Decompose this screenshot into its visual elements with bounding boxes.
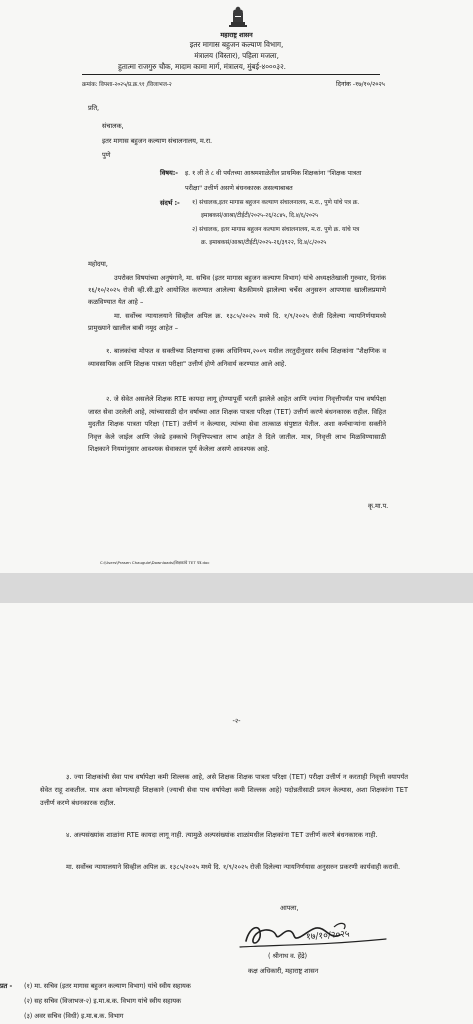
- kripaya-mage-pahave: कृ.मा.प.: [368, 502, 389, 510]
- reference-2-line-2: क्र. इमाबकसं/आश्रा/टीईटी/२०२५-२६/३९२२, दि.४/८/२०२५: [201, 239, 327, 246]
- reference-1-line-1: १) संचालक,इतर मागास बहुजन कल्याण संचालनालय, म.रा., पुणे यांचे पत्र क्र.: [192, 199, 360, 206]
- references-label: संदर्भ :-: [160, 199, 180, 207]
- signer-name: ( श्रीनाथ व. हेंद्रे): [268, 952, 307, 960]
- paragraph-2: मा. सर्वोच्च न्यायालयाने सिव्हील अपिल क्र. १३८५/२०२५ मध्ये दि. १/९/२०२५ रोजी दिलेल्या न्यायनिर्णयामध्ये प्रामुख्याने खालील बाबी नमूद आहेत –: [88, 312, 386, 332]
- subject-line-2: परीक्षा" उत्तीर्ण असणे बंधनकारक असल्याबाबत: [185, 184, 293, 192]
- copy-1: (१) मा. सचिव (इतर मागास बहुजन कल्याण विभाग) यांचे स्वीय सहायक: [24, 982, 191, 990]
- copy-2: (२) सह सचिव (विजाभज-२) इ.मा.ब.क. विभाग यांचे स्वीय सहायक: [24, 997, 181, 1005]
- recipient-line-2: इतर मागास बहुजन कल्याण संचालनालय, म.रा.: [102, 137, 213, 145]
- address-line: हुतात्मा राजगुरु चौक, मादाम कामा मार्ग, मंत्रालय, मुंबई-४०००३२.: [118, 62, 286, 71]
- recipient-line-1: संचालक,: [102, 122, 124, 130]
- copy-3: (३) अवर सचिव (विधी) इ.मा.ब.क. विभाग: [24, 1012, 124, 1020]
- salutation: महोदया,: [88, 260, 108, 268]
- ministry-line: मंत्रालय (विस्तार), पहिला मजला,: [194, 51, 279, 60]
- point-1: १. बालकांचा मोफत व सक्तीच्या शिक्षणाचा हक्क अधिनियम,२००९ मधील तरतुदीनुसार सर्वच शिक्षकांना "शैक्षणिक व व्यावसायिक आणि शिक्षक पात्रता परीक्षा" उत्तीर्ण होणे अनिवार्य करण्यात आले आहे.: [88, 347, 386, 368]
- point-2: २. जे सेवेत असलेले शिक्षक RTE कायदा लागू होण्यापूर्वी भरती झालेले आहेत आणि ज्यांना निवृत्तीपर्यंत पाच वर्षापेक्षा जास्त सेवा उरलेली आहे, त्यांच्यासाठी दोन वर्षाच्या आत शिक्षक पात्रता परिक्षा (TET) उत्तीर्ण करणे बंधनकारक राहील. विहित मुदतीत शिक्षक पात्रता परिक्षा (TET) उत्तीर्ण न केल्यास, त्यांच्या सेवा तात्काळ संपुष्टात येतील. अशा कर्मचाऱ्यांना सक्तीने निवृत्त केले जाईल आणि जेवढे हक्काचे निवृत्तिपश्चात लाभ आहेत ते दिले जातील. मात्र, निवृत्ती लाभ मिळविण्यासाठी शिक्षकाने नियमांनुसार आवश्यक सेवाकाल पूर्ण केलेला असणे आवश्यक आहे.: [88, 395, 386, 453]
- recipient-prati: प्रति,: [88, 104, 100, 112]
- reference-1-line-2: इमाबकसं/आश्रा/टीईटी/२०२५-२६/२८४५, दि.४/६/२०२५: [201, 212, 319, 219]
- state-emblem-icon: [226, 4, 250, 30]
- recipient-line-3: पुणे: [102, 151, 111, 159]
- signer-title: कक्ष अधिकारी, महाराष्ट्र शासन: [248, 967, 319, 975]
- copies-label: प्रत -: [0, 982, 13, 990]
- department-name: इतर मागास बहुजन कल्याण विभाग,: [189, 40, 284, 49]
- point-3: ३. ज्या शिक्षकांची सेवा पाच वर्षापेक्षा कमी शिल्लक आहे, असे शिक्षक शिक्षक पात्रता परिक्षा (TET) परीक्षा उत्तीर्ण न करताही निवृत्ती वयापर्यंत सेवेत राहू शकतील. मात्र अशा कोणत्याही शिक्षकाने (ज्याची सेवा पाच वर्षापेक्षा कमी शिल्लक आहे) पदोन्नतीसाठी प्रयत्न केल्यास, अशा शिक्षकांना TET उत्तीर्ण करणे बंधनकारक राहील.: [40, 773, 408, 808]
- final-paragraph: मा. सर्वोच्च न्यायालयाने सिव्हील अपिल क्र. १३८५/२०२५ मध्ये दि. १/९/२०२५ रोजी दिलेल्या न्यायनिर्णयास अनुसरुन प्रकरणी कार्यवाही करावी.: [66, 863, 401, 871]
- paragraph-1: उपरोक्त विषयांच्या अनुषंगाने, मा. सचिव (इतर मागास बहुजन कल्याण विभाग) यांचे अध्यक्षतेखाली गुरुवार, दिनांक १६/१०/२०२५ रोजी व्ही.सी.द्वारे आयोजित करण्यात आलेल्या बैठकीमध्ये झालेल्या चर्चेस अनुसरुन आपणास खालीलप्रमाणे कळविण्यात येत आहे –: [88, 274, 386, 306]
- page-number: -२-: [232, 717, 241, 725]
- reference-number: क्रमांक: विपशा-२०२५/प्र.क्र.९१ /विजाभज-२: [82, 82, 172, 88]
- signature-date: १७/१०/२०२५: [305, 929, 350, 943]
- header-divider: [82, 74, 380, 75]
- closing-aapla: आपला,: [280, 904, 299, 912]
- state-government-heading: महाराष्ट्र शासन: [220, 31, 253, 39]
- footer-file-path: C:\Users\Prasen Chaugule\Downloads\शिक्षकांचे TET पत्र.doc: [100, 560, 210, 565]
- reference-2-line-1: २) संचालक, इतर मागास बहुजन कल्याण संचालनालय, म.रा. पुणे क्र. यांचे पत्र: [192, 226, 360, 233]
- point-4: ४. अल्पसंख्यांक शाळांना RTE कायदा लागू नाही. त्यामुळे अल्पसंख्यांक शाळांमधील शिक्षकांना TET उत्तीर्ण करणे बंधनकारक नाही.: [66, 831, 378, 839]
- letter-date: दिनांक -१७/१०/२०२५: [336, 80, 385, 88]
- letter-page-2: [0, 603, 473, 1024]
- subject-line-1: इ. १ ली ते ८ वी पर्यंतच्या आश्रमशाळेतील प्राथमिक शिक्षकांना "शिक्षक पात्रता: [185, 169, 362, 177]
- subject-label: विषय:-: [160, 169, 178, 177]
